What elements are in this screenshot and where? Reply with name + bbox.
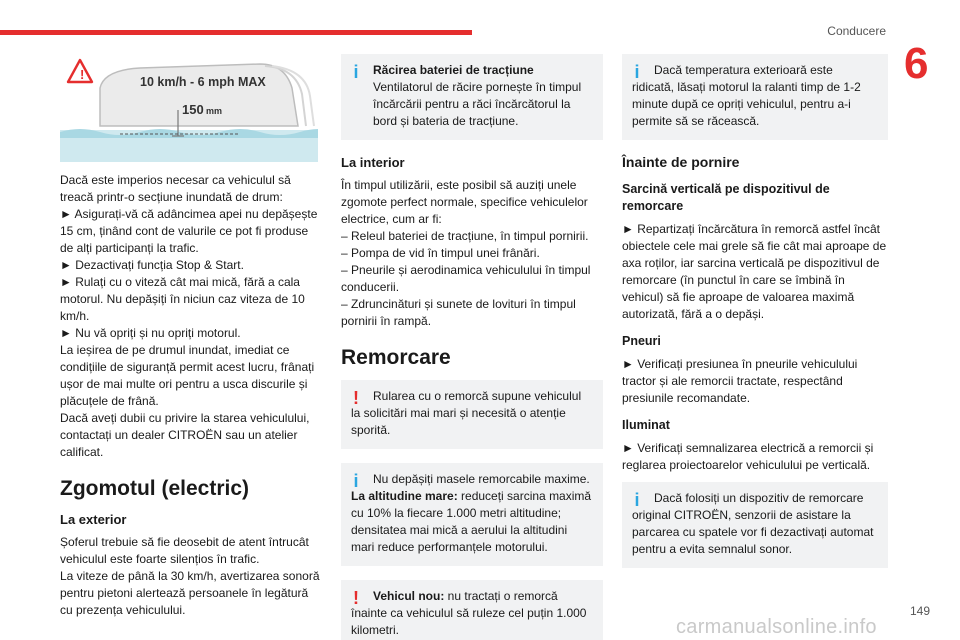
list-item: – Zdruncinături și sunete de lovituri în timpul pornirii în rampă. xyxy=(341,297,576,328)
watermark: carmanualsonline.info xyxy=(676,616,877,638)
note-text: Rularea cu o remorcă supune vehiculul la solicitări mai mari și necesită o atenție sporită. xyxy=(351,389,582,437)
bullet: ► Dezactivați funcția Stop & Start. xyxy=(60,258,244,272)
info-note xyxy=(341,463,603,566)
section-heading: Remorcare xyxy=(341,346,451,369)
column-2 xyxy=(341,48,603,640)
info-note xyxy=(341,54,603,140)
bullet: ► Repartizați încărcătura în remorcă astfel încât obiectele cele mai grele să fie cât mai aproape de axa roților, iar sarcina verticală pe dispozitivul de remorcare (în punctul în care se îmbină în vehicul) să fie aproape de valoarea maximă autorizată, fără a o depăși. xyxy=(622,222,887,321)
subheading: La interior xyxy=(341,155,405,170)
paragraph: În timpul utilizării, este posibil să auziți unele zgomote perfect normale, specifice vehiculelor electrice, cum ar fi: xyxy=(341,178,588,226)
info-icon: i xyxy=(353,62,359,82)
section-heading: Înainte de pornire xyxy=(622,154,740,170)
info-icon: i xyxy=(634,490,640,510)
column-3 xyxy=(622,48,888,582)
note-text: Ventilatorul de răcire pornește în timpul încărcării pentru a răci încărcătorul la bord și bateria de tracțiune. xyxy=(373,80,582,128)
warning-note xyxy=(341,580,603,640)
info-note xyxy=(622,54,888,140)
page-number: 149 xyxy=(909,604,930,618)
bullet: ► Nu vă opriți și nu opriți motorul. xyxy=(60,326,241,340)
section-heading: Zgomotul (electric) xyxy=(60,477,250,500)
depth-value: 150 xyxy=(182,102,204,117)
car-in-water-illustration xyxy=(60,48,318,162)
paragraph: Dacă aveți dubii cu privire la starea vehiculului, contactați un dealer CITROËN sau un atelier calificat. xyxy=(60,411,310,459)
paragraph: La ieșirea de pe drumul inundat, imediat ce condițiile de siguranță permit acest lucru, frânați ușor de mai multe ori pentru a usca discurile și plăcuțele de frână. xyxy=(60,343,315,408)
subheading: La exterior xyxy=(60,512,127,527)
note-title: Răcirea bateriei de tracțiune xyxy=(373,63,534,77)
note-text: Dacă folosiți un dispozitiv de remorcare original CITROËN, senzorii de asistare la parcarea cu spatele vor fi dezactivați automat pentru a evita semnalul sonor. xyxy=(632,491,874,556)
note-text: Dacă temperatura exterioară este ridicată, lăsați motorul la ralanti timp de 1-2 minute după ce opriți vehiculul, pentru a-i permite să se răcească. xyxy=(632,63,861,128)
bullet: ► Rulați cu o viteză cât mai mică, fără a cala motorul. Nu depășiți în niciun caz viteza de 10 km/h. xyxy=(60,275,305,323)
note-text: Vehicul nou: nu tractați o remorcă înainte ca vehiculul să ruleze cel puțin 1.000 kilometri. xyxy=(351,589,587,637)
note-text: Nu depășiți masele remorcabile maxime. La altitudine mare: reduceți sarcina maximă cu 10% la fiecare 1.000 metri altitudine; densitatea mai mică a aerului la altitudini mari reduce performanțele motorului. xyxy=(351,472,592,554)
warning-icon: ! xyxy=(353,588,359,608)
paragraph: Șoferul trebuie să fie deosebit de atent întrucât vehiculul este foarte silențios în trafic. xyxy=(60,535,309,566)
svg-text:!: ! xyxy=(80,67,85,82)
warning-note xyxy=(341,380,603,449)
info-icon: i xyxy=(634,62,640,82)
bullet: ► Asigurați-vă că adâncimea apei nu depășește 15 cm, ținând cont de valurile ce pot fi produse de alți participanți la trafic. xyxy=(60,207,318,255)
info-note xyxy=(622,482,888,568)
subheading: Sarcină verticală pe dispozitivul de remorcare xyxy=(622,182,830,213)
subheading: Pneuri xyxy=(622,334,661,348)
info-icon: i xyxy=(353,471,359,491)
list-item: – Pneurile și aerodinamica vehiculului în timpul conducerii. xyxy=(341,263,591,294)
bullet: ► Verificați semnalizarea electrică a remorcii și reglarea proiectoarelor vehiculului pe verticală. xyxy=(622,441,874,472)
bullet: ► Verificați presiunea în pneurile vehiculului tractor și ale remorcii tractate, respectând presiunile recomandate. xyxy=(622,357,858,405)
speed-limit-label: 10 km/h - 6 mph MAX xyxy=(140,75,266,89)
header-accent-bar xyxy=(0,30,472,35)
chapter-number: 6 xyxy=(904,39,929,88)
list-item: – Releul bateriei de tracțiune, în timpul pornirii. xyxy=(341,229,589,243)
paragraph: La viteze de până la 30 km/h, avertizarea sonoră pentru pietoni alertează persoanele în legătură cu prezența vehiculului. xyxy=(60,569,320,617)
depth-unit: mm xyxy=(206,106,223,116)
subheading: Iluminat xyxy=(622,418,670,432)
column-1 xyxy=(60,48,322,619)
section-title: Conducere xyxy=(827,24,886,38)
flooded-road-figure xyxy=(60,48,318,162)
warning-icon: ! xyxy=(353,388,359,408)
paragraph: Dacă este imperios necesar ca vehiculul să treacă printr-o secțiune inundată de drum: xyxy=(60,173,291,204)
list-item: – Pompa de vid în timpul unei frânări. xyxy=(341,246,540,260)
